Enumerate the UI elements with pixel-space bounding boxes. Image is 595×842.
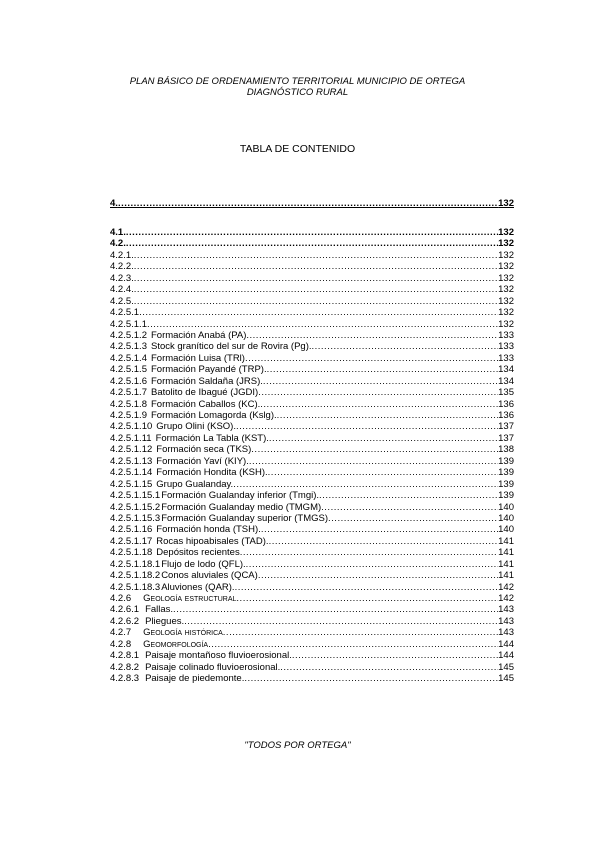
toc-entry-label: Pliegues. bbox=[145, 615, 185, 627]
toc-entry-label: Formación Saldaña (JRS). bbox=[150, 375, 263, 387]
toc-entry-number: 4.2.5.1.8 bbox=[110, 398, 147, 410]
toc-leader bbox=[236, 421, 498, 432]
toc-entry[interactable] bbox=[110, 456, 514, 467]
toc-entry-page: 132 bbox=[498, 295, 514, 307]
toc-entry[interactable] bbox=[110, 376, 514, 387]
toc-entry-number: 4.2.5.1.18.3 bbox=[110, 581, 161, 593]
toc-entry-page: 137 bbox=[498, 432, 514, 444]
toc-entry[interactable] bbox=[110, 479, 514, 490]
toc-entry-number: 4.2.8.2 bbox=[110, 661, 140, 673]
toc-entry-number: 4.2.3. bbox=[110, 272, 134, 284]
toc-entry-label: Formación Gualanday medio (TMGM) bbox=[161, 501, 322, 513]
toc-entry-number: 4.2.5.1.14 bbox=[110, 467, 153, 479]
toc-entry[interactable] bbox=[110, 238, 514, 249]
toc-entry-page: 135 bbox=[498, 387, 514, 399]
toc-entry[interactable] bbox=[110, 513, 514, 524]
toc-entry-number: 4.2.5.1.7 bbox=[110, 387, 147, 399]
toc-entry-number: 4.2.5.1.12 bbox=[110, 444, 153, 456]
toc-entry-label: Grupo Olini (KSO). bbox=[156, 421, 236, 433]
toc-entry-label: Formación Caballos (KC). bbox=[150, 398, 261, 410]
toc-entry-label: Rocas hipoabisales (TAD). bbox=[156, 535, 269, 547]
toc-leader bbox=[269, 433, 498, 444]
toc-entry[interactable] bbox=[110, 433, 514, 444]
toc-entry-number: 4.2. bbox=[110, 238, 126, 250]
toc-entry[interactable] bbox=[110, 421, 514, 432]
toc-entry-page: 137 bbox=[498, 421, 514, 433]
toc-leader bbox=[126, 238, 498, 249]
toc-entry[interactable] bbox=[110, 330, 514, 341]
toc-entry-number: 4.2.5.1.13 bbox=[110, 455, 153, 467]
toc-entry-number: 4.2.1. bbox=[110, 249, 134, 261]
toc-entry-page: 141 bbox=[498, 535, 514, 547]
toc-entry-page: 132 bbox=[498, 318, 514, 330]
toc-entry-number: 4.2.6.2 bbox=[110, 615, 140, 627]
toc-entry-label: Depósitos recientes bbox=[156, 547, 240, 559]
toc-entry-page: 142 bbox=[498, 593, 514, 604]
toc-leader bbox=[134, 250, 498, 261]
toc-entry-number: 4.2.5.1.6 bbox=[110, 375, 147, 387]
toc-leader bbox=[267, 364, 499, 375]
toc-entry[interactable] bbox=[110, 250, 514, 261]
toc-leader bbox=[263, 376, 498, 387]
toc-entry-number: 4.2.5.1.15.3 bbox=[110, 512, 161, 524]
toc-leader bbox=[233, 479, 498, 490]
toc-entry-number: 4.2.5.1.18 bbox=[110, 547, 153, 559]
toc-entry-page: 140 bbox=[498, 501, 514, 513]
toc-leader bbox=[268, 467, 498, 478]
toc-leader bbox=[321, 502, 498, 513]
toc-entry-page: 136 bbox=[498, 410, 514, 421]
toc-entry-number: 4.2.5.1.15 bbox=[110, 478, 153, 490]
toc-entry[interactable] bbox=[110, 559, 514, 570]
document-footer: "TODOS POR ORTEGA" bbox=[244, 740, 351, 751]
toc-entry[interactable] bbox=[110, 627, 514, 638]
toc-entry-number: 4.2.6.1 bbox=[110, 604, 140, 616]
toc-entry-label: Geología estructural bbox=[143, 593, 237, 604]
toc-entry-page: 133 bbox=[498, 352, 514, 364]
toc-entry-number: 4.2.5.1.11 bbox=[110, 432, 152, 444]
toc-leader bbox=[280, 662, 498, 673]
toc-entry-page: 132 bbox=[498, 272, 514, 284]
toc-entry-label: Conos aluviales (QCA) bbox=[161, 570, 258, 582]
toc-leader bbox=[240, 547, 498, 558]
toc-entry-number: 4.2.6 bbox=[110, 593, 132, 604]
toc-entry[interactable] bbox=[110, 524, 514, 535]
toc-entry[interactable] bbox=[110, 410, 514, 421]
toc-leader bbox=[269, 536, 499, 547]
toc-leader bbox=[126, 227, 498, 238]
toc-leader bbox=[277, 410, 498, 421]
toc-leader bbox=[258, 570, 498, 581]
toc-entry-label: Formación Payandé (TRP). bbox=[150, 364, 267, 376]
toc-entry-page: 132 bbox=[498, 307, 514, 319]
toc-entry-number: 4.2.5.1.18.2 bbox=[110, 570, 161, 582]
toc-entry[interactable] bbox=[110, 198, 514, 209]
toc-entry-label: Formación seca (TKS) bbox=[156, 444, 252, 456]
toc-entry-page: 145 bbox=[498, 673, 514, 685]
toc-entry[interactable] bbox=[110, 227, 514, 238]
toc-entry-label: Formación Yaví (KIY). bbox=[156, 455, 249, 467]
toc-entry-number: 4.2.5.1.16 bbox=[110, 524, 153, 536]
toc-entry-page: 134 bbox=[498, 364, 514, 376]
toc-entry[interactable] bbox=[110, 261, 514, 272]
toc-entry-page: 133 bbox=[498, 329, 514, 341]
toc-entry-page: 134 bbox=[498, 375, 514, 387]
toc-entry-label: Paisaje de piedemonte. bbox=[145, 673, 245, 685]
toc-entry-label: Fallas. bbox=[145, 604, 174, 616]
toc-entry-number: 4.2.5.1 bbox=[110, 307, 140, 319]
toc-entry-number: 4.2.5.1.9 bbox=[110, 410, 147, 421]
toc-leader bbox=[235, 582, 499, 593]
toc-leader bbox=[251, 444, 498, 455]
toc-entry[interactable] bbox=[110, 604, 514, 615]
toc-entry-number: 4.2.5.1.15.2 bbox=[110, 501, 161, 513]
toc-entry-label: Formación Gualanday inferior (Tmgi). bbox=[161, 490, 320, 502]
toc-entry-page: 139 bbox=[498, 478, 514, 490]
toc-entry-label: Formación Anabá (PA) bbox=[150, 329, 247, 341]
toc-leader bbox=[249, 456, 498, 467]
toc-title: TABLA DE CONTENIDO bbox=[239, 143, 356, 155]
toc-entry-page: 141 bbox=[498, 547, 514, 559]
toc-entry-page: 132 bbox=[498, 249, 514, 261]
toc-entry[interactable] bbox=[110, 296, 514, 307]
toc-entry-label: Geología histórica bbox=[143, 627, 223, 639]
toc-entry-page: 140 bbox=[498, 524, 514, 536]
toc-leader bbox=[134, 296, 498, 307]
toc-entry-number: 4.2.5.1.4 bbox=[110, 352, 147, 364]
toc-entry[interactable] bbox=[110, 582, 514, 593]
toc-entry-label: Aluviones (QAR). bbox=[161, 581, 235, 593]
toc-entry-page: 143 bbox=[498, 604, 514, 616]
toc-entry-label: Grupo Gualanday. bbox=[156, 478, 234, 490]
toc-entry-label: Formación La Tabla (KST). bbox=[155, 432, 269, 444]
toc-leader bbox=[147, 319, 498, 330]
toc-entry-label: Geomorfología bbox=[143, 638, 209, 650]
toc-leader bbox=[246, 330, 498, 341]
toc-entry-number: 4.2.5.1.18.1 bbox=[110, 558, 161, 570]
toc-entry[interactable] bbox=[110, 353, 514, 364]
toc-entry-page: 132 bbox=[498, 238, 514, 250]
toc-entry-label: Stock granítico del sur de Rovira (Pg). bbox=[150, 341, 312, 353]
toc-entry-label: Formación Luisa (TRl) bbox=[150, 352, 245, 364]
toc-leader bbox=[260, 399, 498, 410]
toc-leader bbox=[258, 387, 498, 398]
toc-entry-page: 136 bbox=[498, 398, 514, 410]
toc-leader bbox=[118, 198, 498, 209]
toc-leader bbox=[134, 284, 498, 295]
toc-entry-number: 4.2.5.1.17 bbox=[110, 535, 153, 547]
toc-entry-number: 4.2.5.1.5 bbox=[110, 364, 147, 376]
header-line-2: DIAGNÓSTICO RURAL bbox=[246, 87, 349, 98]
toc-leader bbox=[173, 604, 498, 615]
toc-entry[interactable] bbox=[110, 547, 514, 558]
toc-leader bbox=[244, 673, 498, 684]
toc-entry-label: Flujo de lodo (QFL). bbox=[161, 558, 246, 570]
toc-entry-number: 4.2.5. bbox=[110, 295, 134, 307]
toc-leader bbox=[139, 307, 498, 318]
toc-entry-label: Paisaje colinado fluvioerosional. bbox=[145, 661, 281, 673]
toc-entry-number: 4.2.5.1.15.1 bbox=[110, 490, 161, 502]
toc-entry[interactable] bbox=[110, 364, 514, 375]
toc-entry-number: 4.2.5.1.1 bbox=[110, 318, 147, 330]
toc-entry[interactable] bbox=[110, 341, 514, 352]
toc-entry-page: 143 bbox=[498, 627, 514, 639]
toc-entry-number: 4. bbox=[110, 198, 118, 209]
toc-list bbox=[110, 227, 514, 685]
toc-leader bbox=[292, 650, 498, 661]
toc-leader bbox=[208, 639, 498, 650]
toc-entry-page: 139 bbox=[498, 467, 514, 479]
toc-leader bbox=[312, 341, 499, 352]
toc-entry-number: 4.2.8.3 bbox=[110, 673, 140, 685]
toc-entry[interactable] bbox=[110, 570, 514, 581]
toc-entry-page: 140 bbox=[498, 512, 514, 524]
toc-entry[interactable] bbox=[110, 467, 514, 478]
document-header bbox=[0, 76, 595, 98]
toc-entry-page: 139 bbox=[498, 455, 514, 467]
toc-entry[interactable] bbox=[110, 502, 514, 513]
toc-entry[interactable] bbox=[110, 662, 514, 673]
toc-entry-page: 133 bbox=[498, 341, 514, 353]
toc-entry-page: 144 bbox=[498, 638, 514, 650]
toc-entry[interactable] bbox=[110, 307, 514, 318]
toc-entry-page: 132 bbox=[498, 227, 514, 238]
toc-entry[interactable] bbox=[110, 319, 514, 330]
toc-entry-page: 144 bbox=[498, 650, 514, 662]
toc-entry-number: 4.2.7 bbox=[110, 627, 132, 639]
toc-entry-page: 132 bbox=[498, 198, 514, 209]
toc-leader bbox=[134, 261, 498, 272]
toc-entry[interactable] bbox=[110, 490, 514, 501]
toc-leader bbox=[246, 559, 498, 570]
toc-leader bbox=[134, 273, 498, 284]
toc-entry[interactable] bbox=[110, 650, 514, 661]
toc-entry[interactable] bbox=[110, 273, 514, 284]
toc-entry-page: 141 bbox=[498, 570, 514, 582]
toc-entry-number: 4.2.4. bbox=[110, 284, 134, 296]
toc-entry[interactable] bbox=[110, 593, 514, 604]
toc-entry-label: Paisaje montañoso fluvioerosional. bbox=[145, 650, 292, 662]
toc-leader bbox=[319, 490, 498, 501]
toc-entry-label: Batolito de Ibagué (JGDI) bbox=[150, 387, 259, 399]
toc-entry-number: 4.2.5.1.10 bbox=[110, 421, 153, 433]
toc-entry-page: 139 bbox=[498, 490, 514, 502]
toc-leader bbox=[261, 524, 498, 535]
toc-leader bbox=[184, 616, 498, 627]
toc-entry[interactable] bbox=[110, 673, 514, 684]
toc-leader bbox=[223, 627, 498, 638]
toc-entry-number: 4.2.2. bbox=[110, 261, 134, 273]
toc-entry-label: Formación Gualanday superior (TMGS) bbox=[161, 512, 329, 524]
toc-entry-number: 4.2.8 bbox=[110, 638, 132, 650]
toc-entry-page: 132 bbox=[498, 261, 514, 273]
toc-entry-number: 4.2.5.1.2 bbox=[110, 329, 147, 341]
toc-leader bbox=[236, 593, 498, 604]
toc-entry-page: 141 bbox=[498, 558, 514, 570]
toc-entry[interactable] bbox=[110, 536, 514, 547]
toc-entry-number: 4.1. bbox=[110, 227, 126, 238]
header-line-1: PLAN BÁSICO DE ORDENAMIENTO TERRITORIAL MUNICIPIO DE ORTEGA bbox=[129, 76, 466, 87]
toc-entry-number: 4.2.5.1.3 bbox=[110, 341, 147, 353]
toc-entry[interactable] bbox=[110, 444, 514, 455]
toc-entry-page: 142 bbox=[498, 581, 514, 593]
toc-entry[interactable] bbox=[110, 616, 514, 627]
toc-entry[interactable] bbox=[110, 399, 514, 410]
toc-top-level bbox=[110, 198, 514, 209]
toc-entry[interactable] bbox=[110, 639, 514, 650]
toc-entry-label: Formación honda (TSH). bbox=[156, 524, 261, 536]
toc-entry-number: 4.2.8.1 bbox=[110, 650, 140, 662]
toc-leader bbox=[328, 513, 498, 524]
toc-entry[interactable] bbox=[110, 387, 514, 398]
toc-entry-page: 132 bbox=[498, 284, 514, 296]
toc-entry-page: 138 bbox=[498, 444, 514, 456]
toc-entry-page: 143 bbox=[498, 615, 514, 627]
toc-entry-label: Formación Lomagorda (Kslg). bbox=[150, 410, 277, 421]
toc-entry-label: Formación Hondita (KSH). bbox=[156, 467, 268, 479]
toc-entry[interactable] bbox=[110, 284, 514, 295]
toc-entry-page: 145 bbox=[498, 661, 514, 673]
toc-leader bbox=[245, 353, 498, 364]
